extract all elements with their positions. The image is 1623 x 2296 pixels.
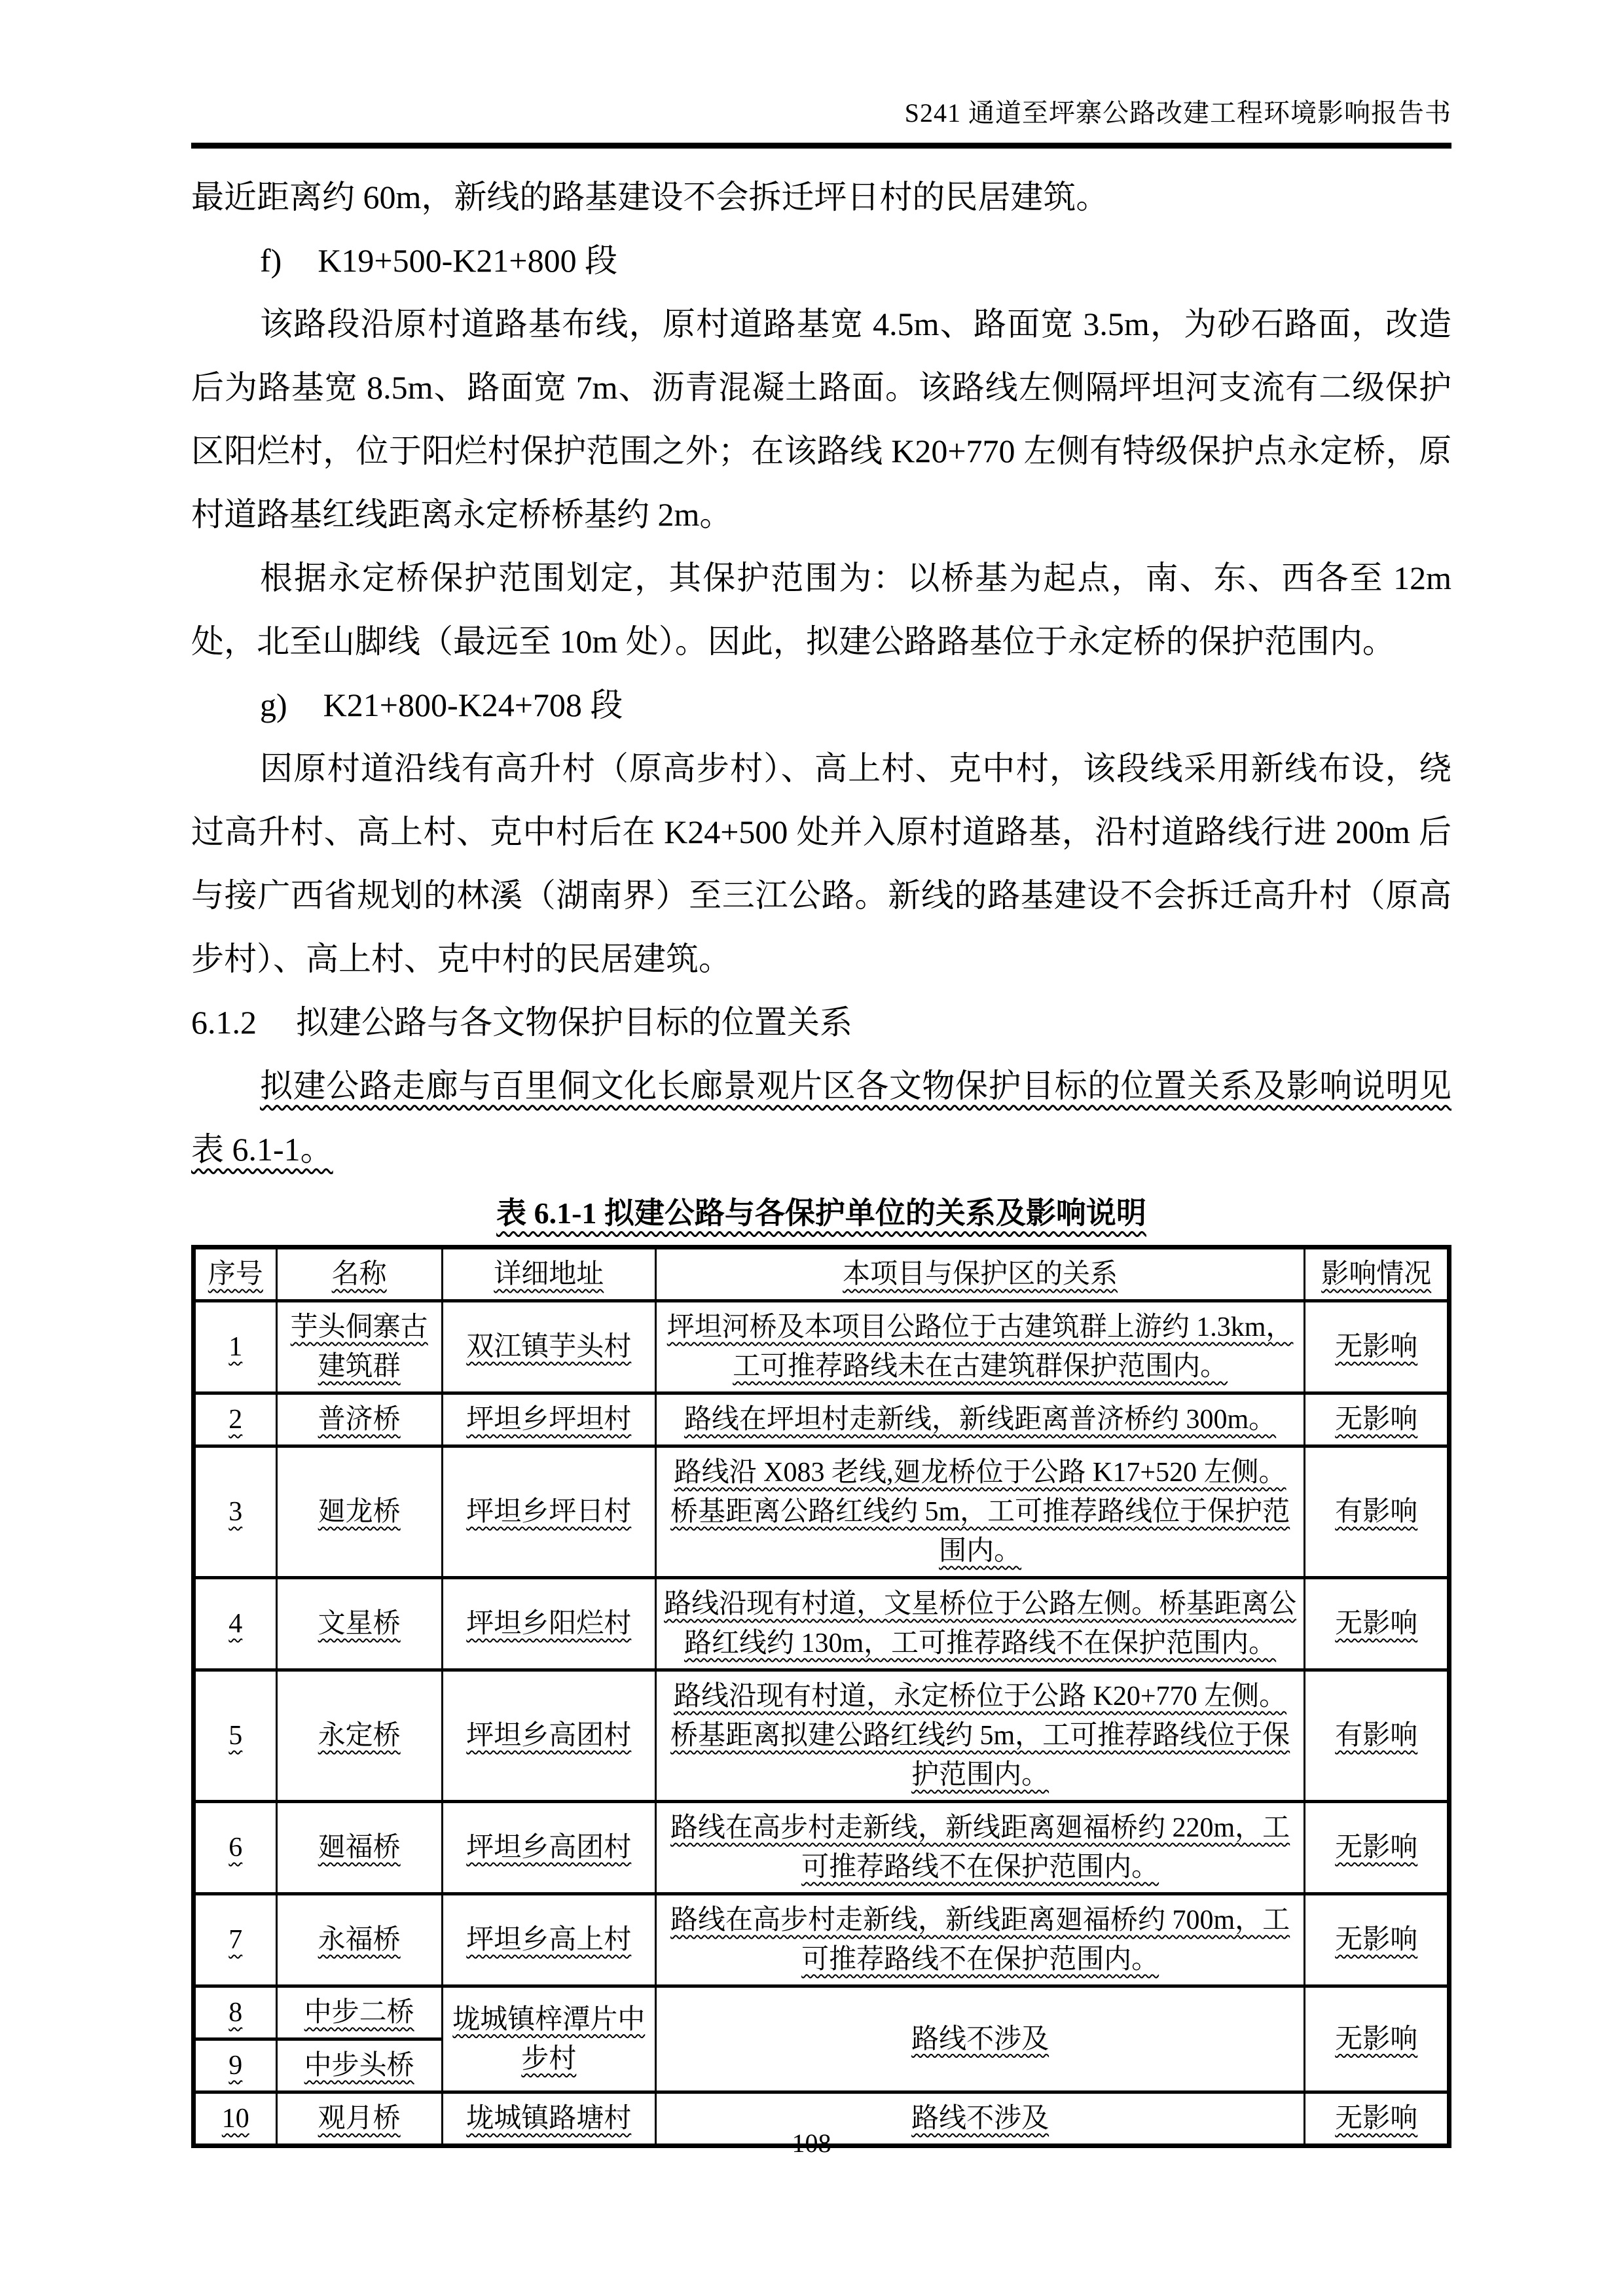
seq-text: 1 xyxy=(228,1332,243,1362)
relation-cell xyxy=(655,1802,1305,1894)
table-row xyxy=(194,1578,1450,1670)
seq-cell xyxy=(194,2039,277,2092)
table-row xyxy=(194,1986,1450,2039)
seq-text: 2 xyxy=(228,1405,243,1435)
address-text: 坪坦乡高上村 xyxy=(466,1925,632,1955)
seq-text: 10 xyxy=(221,2104,249,2134)
section-heading-number: 6.1.2 xyxy=(191,1004,257,1041)
name-cell xyxy=(276,1986,442,2039)
list-item-g-label: g) xyxy=(260,687,287,723)
address-text: 垅城镇梓潭片中步村 xyxy=(452,2004,646,2074)
paragraph: 因原村道沿线有高升村（原高步村）、高上村、克中村，该段线采用新线布设，绕过高升村、高上村、克中村后在 K24+500 处并入原村道路基，沿村道路线行进 200m 后与接广西省规划的林溪（湖南界）至三江公路。新线的路基建设不会拆迁高升村（原高步村）、高上村、克中村的民居建筑。 xyxy=(191,750,1451,977)
impact-text: 无影响 xyxy=(1335,1833,1418,1863)
list-item-g-text: K21+800-K24+708 段 xyxy=(323,687,623,723)
address-cell xyxy=(442,1578,655,1670)
seq-cell xyxy=(194,1393,277,1446)
relation-text: 路线在坪坦村走新线，新线距离普济桥约 300m。 xyxy=(684,1405,1277,1435)
name-text: 廻龙桥 xyxy=(318,1497,401,1527)
relation-cell xyxy=(655,1393,1305,1446)
header-cell-relation xyxy=(655,1247,1305,1301)
name-text: 中步二桥 xyxy=(304,1998,414,2028)
relation-text: 路线不涉及 xyxy=(911,2024,1049,2054)
relation-text: 路线沿现有村道，文星桥位于公路左侧。桥基距离公路红线约 130m，工可推荐路线不在保护范围内。 xyxy=(664,1589,1297,1659)
seq-text: 4 xyxy=(228,1609,243,1639)
table-caption xyxy=(191,1181,1451,1245)
relation-cell xyxy=(655,1670,1305,1802)
header-cell-address-text: 详细地址 xyxy=(494,1259,604,1289)
table-row xyxy=(194,1894,1450,1986)
paragraph: 该路段沿原村道路基布线，原村道路基宽 4.5m、路面宽 3.5m，为砂石路面，改造后为路基宽 8.5m、路面宽 7m、沥青混凝土路面。该路线左侧隔坪坦河支流有二级保护区阳烂村，位于阳烂村保护范围之外；在该路线 K20+770 左侧有特级保护点永定桥，原村道路基红线距离永定桥桥基约 2m。 xyxy=(191,306,1451,533)
impact-text: 无影响 xyxy=(1335,2104,1418,2134)
header-cell-seq-text: 序号 xyxy=(208,1259,263,1289)
name-cell xyxy=(276,1446,442,1578)
seq-cell xyxy=(194,1894,277,1986)
header-cell-name xyxy=(276,1247,442,1301)
address-text: 坪坦乡坪日村 xyxy=(466,1497,632,1527)
relation-cell xyxy=(655,1986,1305,2092)
header-cell-address xyxy=(442,1247,655,1301)
name-text: 廻福桥 xyxy=(318,1833,401,1863)
header-rule xyxy=(191,143,1451,149)
seq-text: 8 xyxy=(228,1998,243,2028)
relation-cell xyxy=(655,1894,1305,1986)
address-cell xyxy=(442,1301,655,1393)
table-row xyxy=(194,1446,1450,1578)
address-cell xyxy=(442,1446,655,1578)
relation-cell xyxy=(655,1578,1305,1670)
page-number: 108 xyxy=(792,2128,831,2158)
protection-units-table xyxy=(191,1245,1451,2148)
list-item-f-text: K19+500-K21+800 段 xyxy=(318,242,618,279)
header-cell-impact-text: 影响情况 xyxy=(1321,1259,1432,1289)
paragraph xyxy=(191,1054,1451,1181)
header-cell-name-text: 名称 xyxy=(331,1259,387,1289)
name-text: 永福桥 xyxy=(318,1925,401,1955)
impact-cell xyxy=(1305,1578,1450,1670)
name-text: 观月桥 xyxy=(318,2104,401,2134)
impact-cell xyxy=(1305,1894,1450,1986)
name-cell xyxy=(276,1301,442,1393)
paragraph-text: 拟建公路走廊与百里侗文化长廊景观片区各文物保护目标的位置关系及影响说明见表 6.1-1。 xyxy=(191,1067,1451,1168)
section-heading xyxy=(191,991,1451,1054)
impact-text: 无影响 xyxy=(1335,1405,1418,1435)
document-body xyxy=(191,166,1451,2148)
address-cell xyxy=(442,1393,655,1446)
impact-text: 有影响 xyxy=(1335,1721,1418,1751)
seq-cell xyxy=(194,1986,277,2039)
impact-cell xyxy=(1305,1301,1450,1393)
name-text: 普济桥 xyxy=(318,1405,401,1435)
impact-text: 无影响 xyxy=(1335,2024,1418,2054)
impact-cell xyxy=(1305,1670,1450,1802)
table-caption-text: 表 6.1-1 拟建公路与各保护单位的关系及影响说明 xyxy=(496,1196,1146,1230)
name-text: 文星桥 xyxy=(318,1609,401,1639)
impact-cell xyxy=(1305,1393,1450,1446)
name-text: 芋头侗寨古建筑群 xyxy=(290,1312,428,1382)
seq-cell xyxy=(194,1446,277,1578)
table-row xyxy=(194,1802,1450,1894)
address-text: 坪坦乡高团村 xyxy=(466,1833,632,1863)
name-text: 永定桥 xyxy=(318,1721,401,1751)
address-cell xyxy=(442,1670,655,1802)
section-heading-text: 拟建公路与各文物保护目标的位置关系 xyxy=(296,1004,852,1041)
relation-text: 路线在高步村走新线，新线距离廻福桥约 220m，工可推荐路线不在保护范围内。 xyxy=(670,1813,1290,1882)
seq-cell xyxy=(194,1578,277,1670)
page-header xyxy=(191,97,1451,130)
name-cell xyxy=(276,1670,442,1802)
name-cell xyxy=(276,2039,442,2092)
seq-text: 9 xyxy=(228,2051,243,2081)
impact-text: 有影响 xyxy=(1335,1497,1418,1527)
impact-cell xyxy=(1305,1446,1450,1578)
address-text: 双江镇芋头村 xyxy=(466,1332,632,1362)
header-cell-seq xyxy=(194,1247,277,1301)
table-row xyxy=(194,1301,1450,1393)
table-row xyxy=(194,1393,1450,1446)
paragraph: 最近距离约 60m，新线的路基建设不会拆迁坪日村的民居建筑。 xyxy=(191,179,1109,215)
impact-text: 无影响 xyxy=(1335,1609,1418,1639)
list-item-g xyxy=(191,673,1451,737)
name-text: 中步头桥 xyxy=(304,2051,414,2081)
address-text: 坪坦乡阳烂村 xyxy=(466,1609,632,1639)
seq-text: 7 xyxy=(228,1925,243,1955)
impact-cell xyxy=(1305,1986,1450,2092)
seq-text: 6 xyxy=(228,1833,243,1863)
address-cell xyxy=(442,1894,655,1986)
impact-cell xyxy=(1305,1802,1450,1894)
address-text: 坪坦乡高团村 xyxy=(466,1721,632,1751)
header-cell-relation-text: 本项目与保护区的关系 xyxy=(843,1259,1118,1289)
seq-text: 3 xyxy=(228,1497,243,1527)
list-item-f-label: f) xyxy=(260,242,282,279)
relation-text: 路线在高步村走新线，新线距离廻福桥约 700m，工可推荐路线不在保护范围内。 xyxy=(670,1905,1290,1975)
paragraph: 根据永定桥保护范围划定，其保护范围为：以桥基为起点，南、东、西各至 12m 处，北至山脚线（最远至 10m 处）。因此，拟建公路路基位于永定桥的保护范围内。 xyxy=(191,560,1451,660)
relation-text: 路线不涉及 xyxy=(911,2104,1049,2134)
page-header-title: S241 通道至坪寨公路改建工程环境影响报告书 xyxy=(904,98,1451,128)
name-cell xyxy=(276,1393,442,1446)
address-text: 坪坦乡坪坦村 xyxy=(466,1405,632,1435)
impact-text: 无影响 xyxy=(1335,1925,1418,1955)
relation-cell xyxy=(655,1446,1305,1578)
name-cell xyxy=(276,1802,442,1894)
name-cell xyxy=(276,1894,442,1986)
seq-cell xyxy=(194,1301,277,1393)
relation-text: 路线沿 X083 老线,廻龙桥位于公路 K17+520 左侧。桥基距离公路红线约 5m，工可推荐路线位于保护范围内。 xyxy=(670,1458,1290,1566)
address-cell xyxy=(442,1802,655,1894)
table-header-row xyxy=(194,1247,1450,1301)
address-text: 垅城镇路塘村 xyxy=(466,2104,632,2134)
relation-text: 坪坦河桥及本项目公路位于古建筑群上游约 1.3km，工可推荐路线未在古建筑群保护范围内。 xyxy=(666,1312,1294,1382)
address-cell xyxy=(442,1986,655,2092)
seq-cell xyxy=(194,1670,277,1802)
relation-text: 路线沿现有村道，永定桥位于公路 K20+770 左侧。桥基距离拟建公路红线约 5m，工可推荐路线位于保护范围内。 xyxy=(670,1681,1290,1790)
impact-text: 无影响 xyxy=(1335,1332,1418,1362)
relation-cell xyxy=(655,1301,1305,1393)
seq-text: 5 xyxy=(228,1721,243,1751)
list-item-f xyxy=(191,229,1451,293)
name-cell xyxy=(276,1578,442,1670)
header-cell-impact xyxy=(1305,1247,1450,1301)
table-row xyxy=(194,1670,1450,1802)
seq-cell xyxy=(194,1802,277,1894)
